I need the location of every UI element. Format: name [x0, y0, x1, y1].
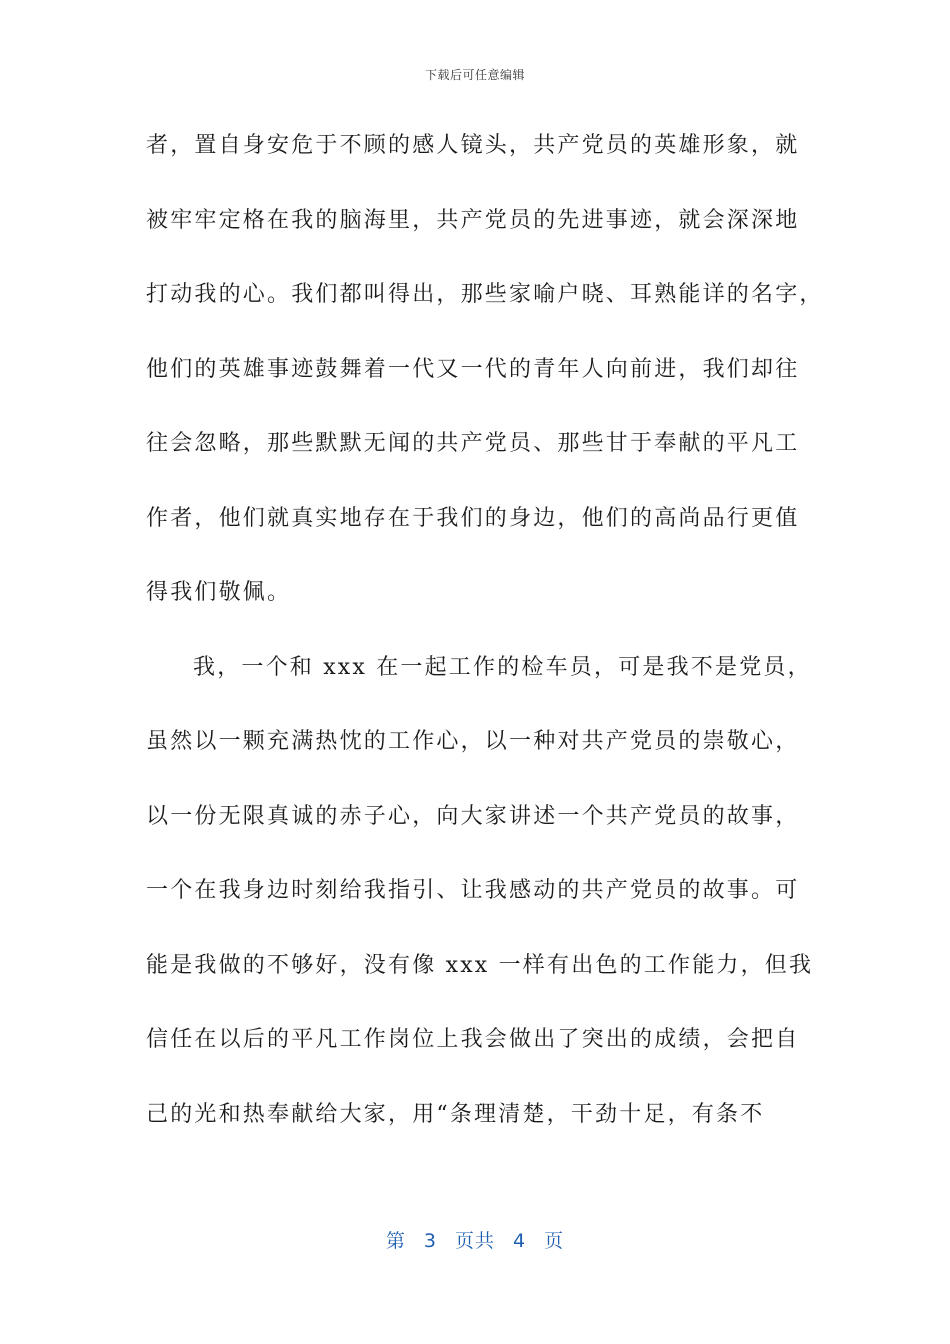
text-line: 信任在以后的平凡工作岗位上我会做出了突出的成绩，会把自: [146, 1027, 800, 1052]
text-line: 得我们敬佩。: [146, 580, 292, 605]
text-line: 一个在我身边时刻给我指引、让我感动的共产党员的故事。可: [146, 878, 800, 903]
text-line: 以一份无限真诚的赤子心，向大家讲述一个共产党员的故事，: [146, 803, 800, 829]
page-header: 下载后可任意编辑: [424, 68, 525, 82]
footer-label-page: 第: [385, 1230, 406, 1252]
footer-label-total: 页共: [454, 1230, 495, 1252]
paragraph-start-line: 我，一个和 xxx 在一起工作的检车员，可是我不是党员，: [193, 654, 812, 680]
text-line: 能是我做的不够好，没有像 xxx 一样有出色的工作能力，但我: [146, 952, 814, 978]
footer-label-end: 页: [544, 1230, 565, 1252]
document-body: [146, 126, 824, 1169]
text-line: 虽然以一颗充满热忱的工作心，以一种对共产党员的崇敬心，: [146, 729, 800, 754]
page-footer: [0, 1226, 950, 1253]
text-line: 打动我的心。我们都叫得出，那些家喻户晓、耳熟能详的名字，: [146, 282, 824, 307]
text-line: 他们的英雄事迹鼓舞着一代又一代的青年人向前进，我们却往: [146, 356, 800, 382]
text-line: 者，置自身安危于不顾的感人镜头，共产党员的英雄形象，就: [146, 133, 800, 158]
total-page-number: 4: [513, 1230, 527, 1252]
text-line: 作者，他们就真实地存在于我们的身边，他们的高尚品行更值: [146, 505, 800, 531]
text-line: 被牢牢定格在我的脑海里，共产党员的先进事迹，就会深深地: [146, 207, 800, 233]
text-line: 己的光和热奉献给大家，用“条理清楚，干劲十足，有条不: [146, 1101, 765, 1127]
current-page-number: 3: [423, 1230, 437, 1252]
text-line: 往会忽略，那些默默无闻的共产党员、那些甘于奉献的平凡工: [146, 431, 800, 456]
